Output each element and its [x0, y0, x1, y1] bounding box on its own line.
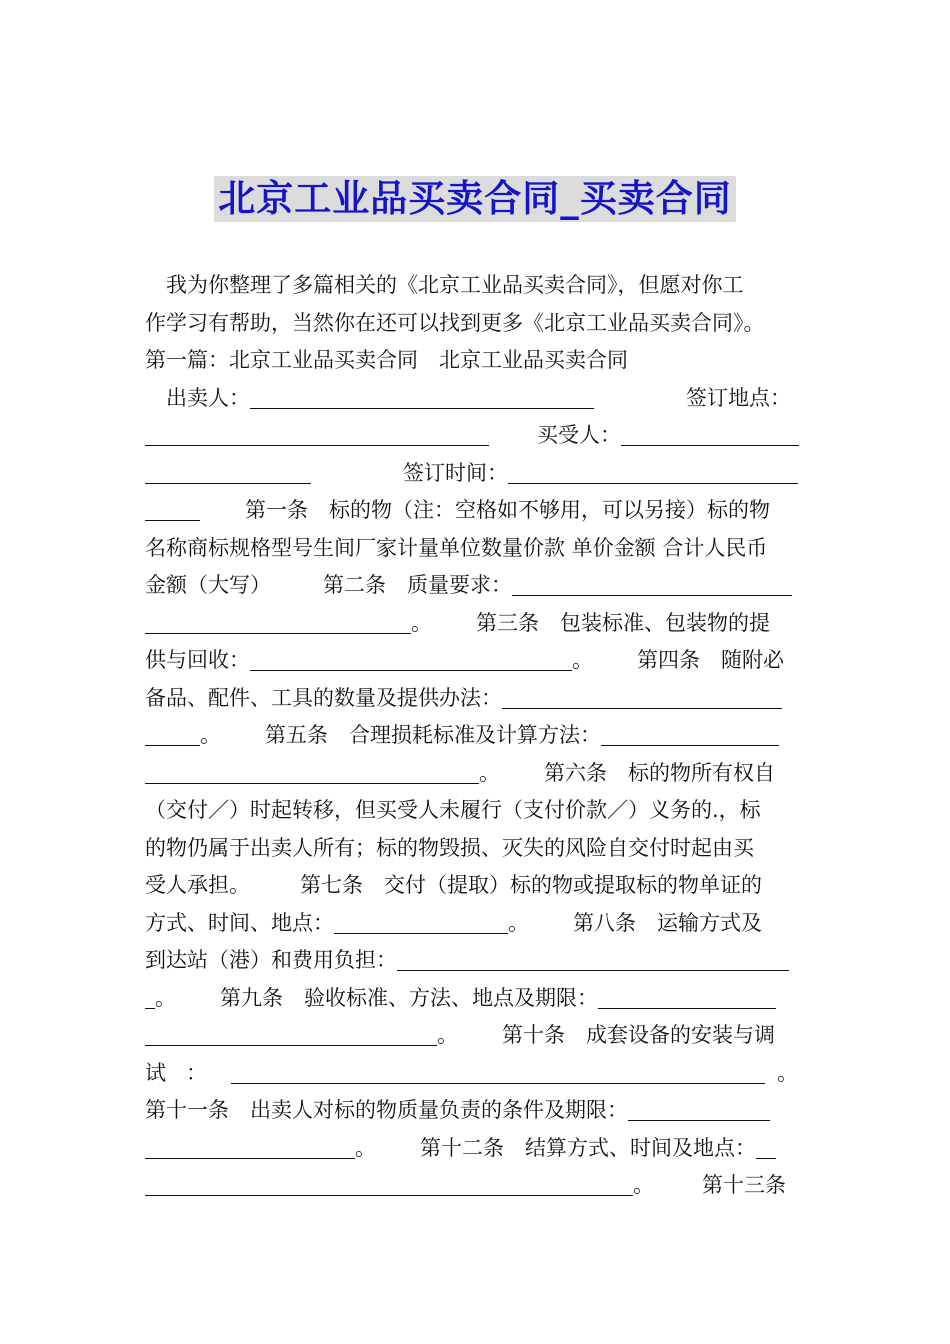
transport-blank	[145, 982, 155, 1009]
text-line	[145, 980, 807, 1018]
period: 。	[508, 910, 529, 935]
period: 。	[355, 1135, 376, 1160]
quality-blank	[512, 569, 792, 596]
intro-text: 我为你整理了多篇相关的《北京工业品买卖合同》，但愿对你工	[166, 273, 744, 297]
seller-blank	[250, 382, 594, 409]
text-line	[145, 267, 807, 305]
text-line	[145, 905, 807, 943]
text-line	[145, 942, 807, 980]
text-line	[145, 755, 807, 793]
buyer-label: 买受人：	[537, 423, 621, 447]
sign-time-label: 签订时间：	[403, 460, 508, 485]
period: 。	[479, 760, 500, 785]
period: 。	[633, 1173, 654, 1197]
article-4: 第四条 随附必	[637, 648, 784, 672]
article-13: 第十三条	[702, 1173, 786, 1197]
article-12: 第十二条 结算方式、时间及地点：	[420, 1135, 756, 1160]
period: 。	[200, 723, 221, 747]
text-line	[145, 792, 807, 830]
quality-blank	[145, 607, 411, 634]
seller-label: 出卖人：	[166, 385, 250, 410]
loss-blank	[145, 757, 479, 784]
buyer-blank	[145, 457, 311, 484]
article-10: 第十条 成套设备的安装与调	[502, 1023, 775, 1047]
text-line	[145, 680, 807, 718]
article-7-text: 方式、时间、地点：	[145, 910, 334, 935]
article-6-text: 受人承担。	[145, 873, 250, 897]
installation-blank	[231, 1057, 765, 1084]
packing-blank	[250, 644, 572, 671]
text-line	[145, 1167, 807, 1205]
text-line	[145, 305, 807, 343]
period: 。	[411, 610, 432, 635]
article-6-text: （交付／）时起转移，但买受人未履行（支付价款／）义务的.，标	[145, 798, 761, 822]
article-7: 第七条 交付（提取）标的物或提取标的物单证的	[300, 873, 762, 897]
text-line	[145, 642, 807, 680]
text-line	[145, 1092, 807, 1130]
text-line	[145, 417, 807, 455]
period: 。	[777, 1060, 798, 1085]
buyer-blank	[621, 419, 799, 446]
article-8: 第八条 运输方式及	[573, 910, 762, 935]
loss-blank	[601, 719, 779, 746]
text-line	[145, 1130, 807, 1168]
article-4-text: 备品、配件、工具的数量及提供办法：	[145, 685, 502, 710]
text-line	[145, 492, 807, 530]
document-body	[145, 267, 807, 1205]
article-6-text: 的物仍属于出卖人所有；标的物毁损、灭失的风险自交付时起由买	[145, 835, 754, 860]
text-line	[145, 380, 807, 418]
text-line	[145, 342, 807, 380]
intro-text: 作学习有帮助，当然你在还可以找到更多《北京工业品买卖合同》。	[145, 310, 765, 335]
text-line	[145, 1055, 807, 1093]
article-3: 第三条 包装标准、包装物的提	[476, 610, 770, 635]
settlement-blank	[756, 1132, 776, 1159]
article-10-text: ：	[186, 1060, 207, 1085]
delivery-blank	[334, 907, 508, 934]
warranty-blank	[145, 1132, 355, 1159]
text-line	[145, 1017, 807, 1055]
article-1-text: 金额（大写）	[145, 573, 271, 597]
period: 。	[572, 648, 593, 672]
article-11: 第十一条 出卖人对标的物质量负责的条件及期限：	[145, 1098, 628, 1122]
inspection-blank	[145, 1019, 437, 1046]
inspection-blank	[598, 982, 776, 1009]
settlement-blank	[145, 1169, 633, 1196]
article-8-text: 到达站（港）和费用负担：	[145, 948, 397, 972]
sign-place-label: 签订地点：	[686, 385, 791, 410]
article-1: 第一条 标的物（注：空格如不够用，可以另接）标的物	[245, 498, 770, 522]
article-2: 第二条 质量要求：	[323, 573, 512, 597]
article-10-text: 试	[145, 1060, 166, 1085]
sign-place-blank	[145, 419, 489, 446]
text-line	[145, 605, 807, 643]
text-line	[145, 455, 807, 493]
chapter-heading: 第一篇：北京工业品买卖合同 北京工业品买卖合同	[145, 348, 628, 372]
text-line	[145, 717, 807, 755]
article-3-text: 供与回收：	[145, 648, 250, 672]
sign-time-blank	[145, 494, 200, 521]
article-9: 第九条 验收标准、方法、地点及期限：	[220, 985, 598, 1010]
article-5: 第五条 合理损耗标准及计算方法：	[265, 723, 601, 747]
warranty-blank	[628, 1094, 770, 1121]
document-title: 北京工业品买卖合同_买卖合同	[214, 176, 736, 222]
transport-blank	[397, 944, 789, 971]
accessories-blank	[145, 719, 200, 746]
article-6: 第六条 标的物所有权自	[544, 760, 775, 785]
text-line	[145, 567, 807, 605]
text-line	[145, 867, 807, 905]
period: 。	[437, 1023, 458, 1047]
sign-time-blank	[508, 457, 798, 484]
accessories-blank	[502, 682, 782, 709]
article-1-text: 名称商标规格型号生间厂家计量单位数量价款 单价金额 合计人民币	[145, 535, 768, 560]
text-line	[145, 530, 807, 568]
text-line	[145, 830, 807, 868]
period: 。	[155, 985, 176, 1010]
